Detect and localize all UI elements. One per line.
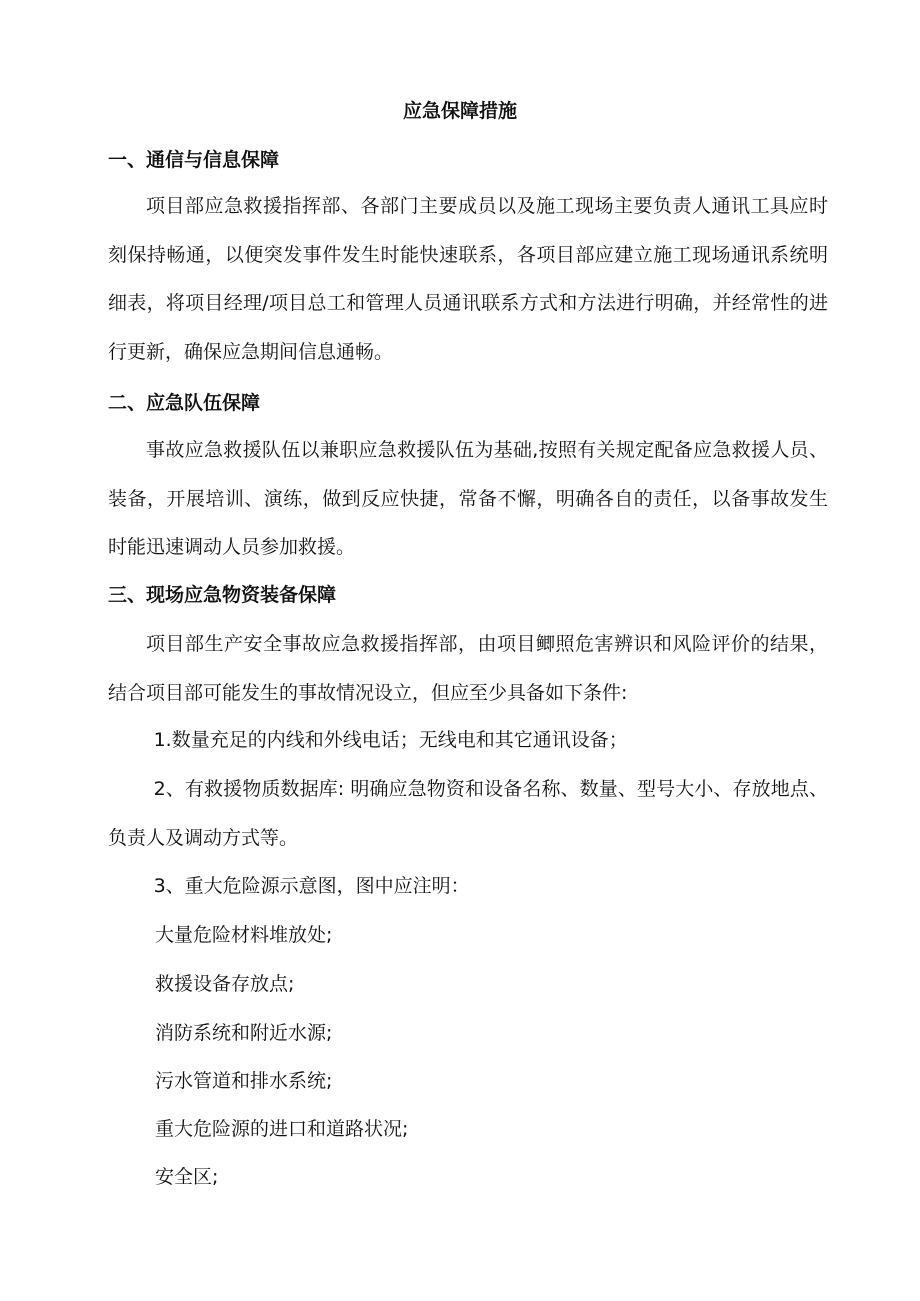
list-item: 1.数量充足的内线和外线电话；无线电和其它通讯设备；: [153, 729, 628, 751]
section-paragraph-team: 事故应急救援队伍以兼职应急救援队伍为基础,按照有关规定配备应急救援人员、装备，开展培训、演练，做到反应快捷，常备不懈，明确各自的责任，以备事故发生时能迅速调动人员参加救援。: [108, 439, 828, 558]
sub-list-item: 救援设备存放点;: [155, 973, 295, 995]
list-item: 2、有救援物质数据库: 明确应急物资和设备名称、数量、型号大小、存放地点、负责人及调动方式等。: [108, 778, 828, 849]
section-heading-communication: 一、通信与信息保障: [108, 149, 280, 171]
sub-list-item: 污水管道和排水系统;: [155, 1070, 333, 1092]
document-title: 应急保障措施: [402, 100, 517, 122]
sub-list-item: 大量危险材料堆放处;: [155, 924, 333, 946]
section-heading-team: 二、应急队伍保障: [108, 392, 261, 414]
section-heading-materials: 三、现场应急物资装备保障: [108, 584, 337, 606]
section-paragraph-communication: 项目部应急救援指挥部、各部门主要成员以及施工现场主要负责人通讯工具应时刻保持畅通，以便突发事件发生时能快速联系，各项目部应建立施工现场通讯系统明细表，将项目经理/项目总工和管理人员通讯联系方式和方法进行明确，并经常性的进行更新，确保应急期间信息通畅。: [108, 195, 828, 363]
sub-list-item: 重大危险源的进口和道路状况;: [155, 1118, 409, 1140]
section-paragraph-materials: 项目部生产安全事故应急救援指挥部，由项目鲫照危害辨识和风险评价的结果，结合项目部可能发生的事故情况设立，但应至少具备如下条件:: [108, 633, 828, 704]
list-item: 3、重大危险源示意图，图中应注明：: [153, 875, 470, 897]
sub-list-item: 消防系统和附近水源;: [155, 1022, 333, 1044]
sub-list-item: 安全区;: [155, 1166, 219, 1188]
